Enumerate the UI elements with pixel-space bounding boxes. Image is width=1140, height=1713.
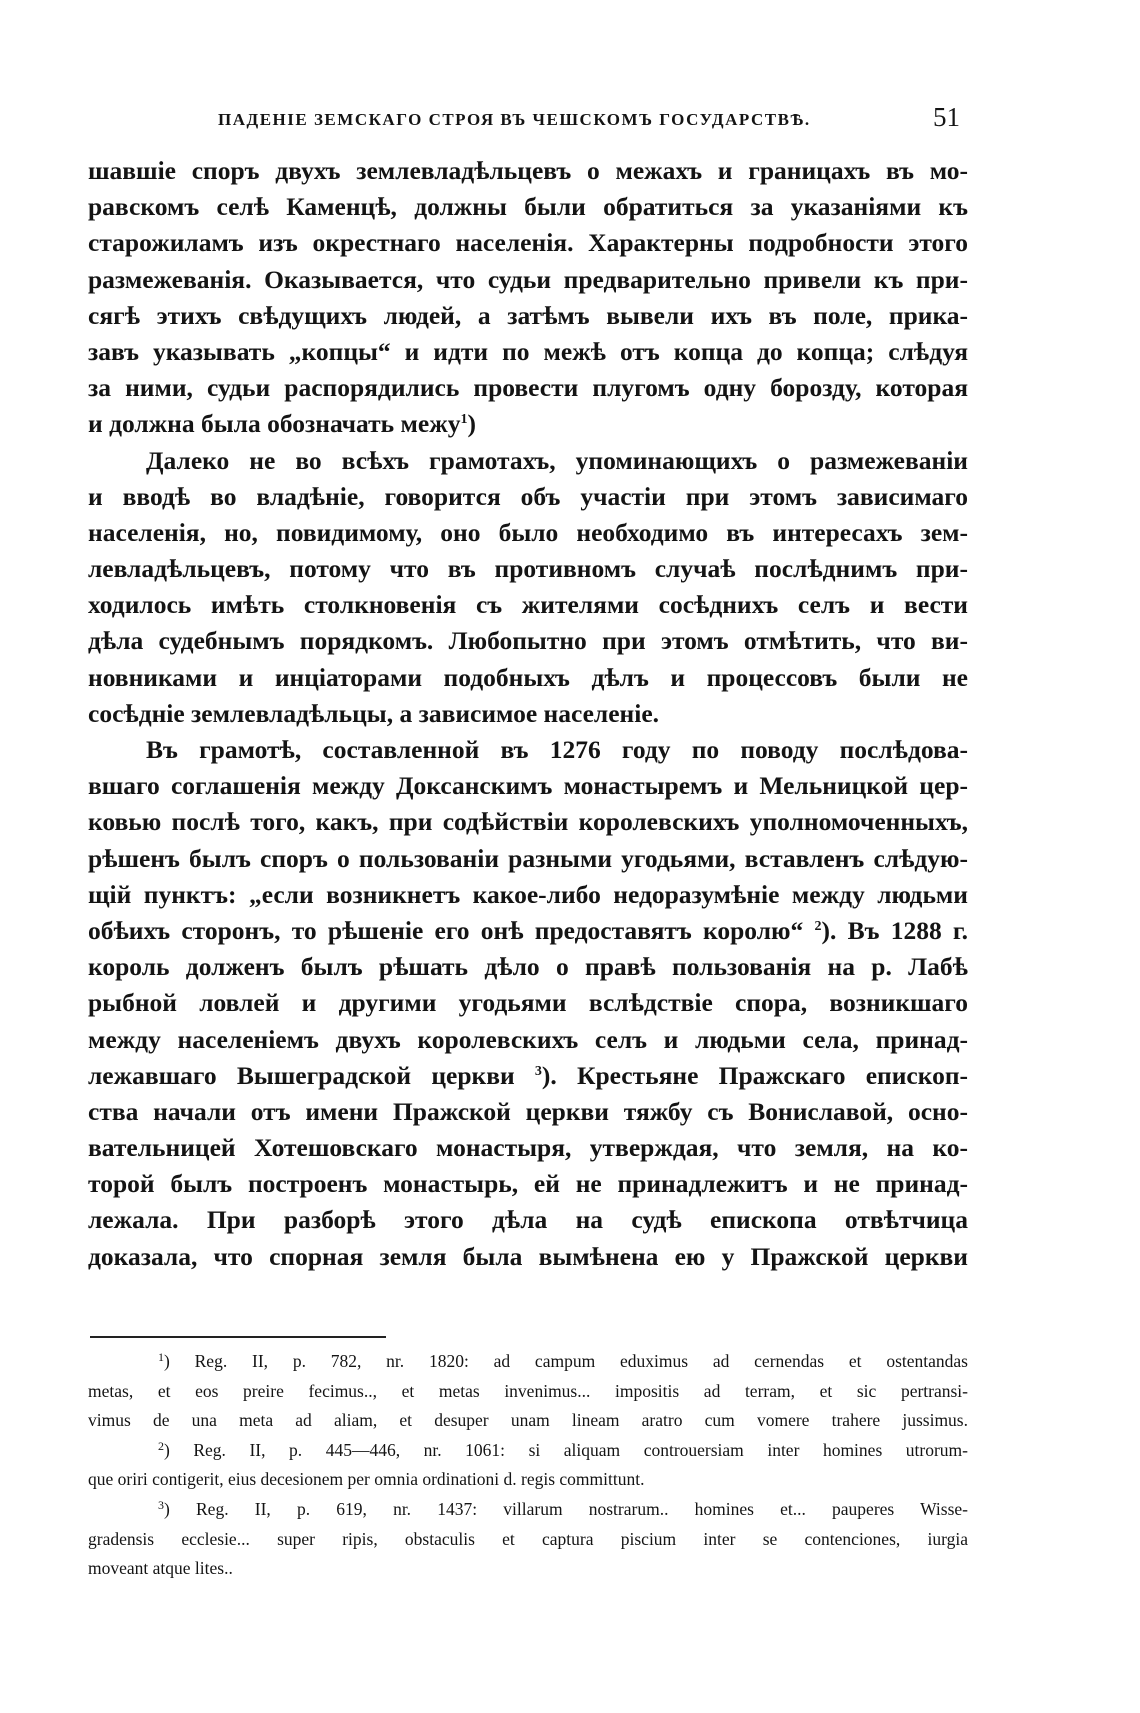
text-line: ковью послѣ того, какъ, при содѣйствіи королевскихъ уполномоченныхъ, <box>88 807 968 837</box>
main-text <box>88 153 968 1275</box>
page-header <box>90 104 960 138</box>
text-line: король долженъ былъ рѣшать дѣло о правѣ пользованія на р. Лабѣ <box>88 952 968 982</box>
text-line: населенія, но, повидимому, оно было необходимо въ интересахъ зем- <box>88 517 968 547</box>
text-line: рѣшенъ былъ споръ о пользованіи разными угодьями, вставленъ слѣдую- <box>88 843 968 873</box>
text-line: лежала. При разборѣ этого дѣла на судѣ епископа отвѣтчица <box>88 1205 968 1235</box>
footnote-line <box>88 1347 968 1377</box>
footnote-text: ) Reg. II, p. 445—446, nr. 1061: si aliquam controuersiam inter homines utrorum- <box>164 1439 968 1460</box>
text-line: рыбной ловлей и другими угодьями вслѣдствіе спора, возникшаго <box>88 988 968 1018</box>
text-line: дѣла судебнымъ порядкомъ. Любопытно при этомъ отмѣтить, что ви- <box>88 626 968 656</box>
text-fragment: ) <box>467 409 476 439</box>
text-line: и вводѣ во владѣніе, говорится объ участіи при этомъ зависимаго <box>88 481 968 511</box>
text-line: завъ указывать „копцы“ и идти по межѣ отъ копца до копца; слѣдуя <box>88 336 968 366</box>
footnote-line <box>88 1436 968 1466</box>
footnote-line: gradensis ecclesie... super ripis, obstaculis et captura piscium inter se contenciones, iurgia <box>88 1528 968 1549</box>
footnote-line: que oriri contigerit, eius decesionem per omnia ordinationi d. regis committunt. <box>88 1469 645 1490</box>
text-line: Далеко не во всѣхъ грамотахъ, упоминающихъ о размежеваніи <box>146 445 968 475</box>
text-line: левладѣльцевъ, потому что въ противномъ случаѣ послѣднимъ при- <box>88 554 968 584</box>
footnote-ref: 1 <box>460 412 468 428</box>
text-fragment: ). Крестьяне Пражскаго епископ- <box>541 1060 969 1090</box>
text-line: размежеванія. Оказывается, что судьи предварительно привели къ при- <box>88 264 968 294</box>
text-line: вательницей Хотешовскаго монастыря, утверждая, что земля, на ко- <box>88 1133 968 1163</box>
text-line <box>88 406 968 442</box>
footnote-line: vimus de una meta ad aliam, et desuper unam lineam aratro cum vomere trahere jussimus. <box>88 1410 968 1431</box>
text-line: доказала, что спорная земля была вымѣнена ею у Пражской церкви <box>88 1241 968 1271</box>
text-line <box>88 913 968 949</box>
text-line: сосѣдніе землевладѣльцы, а зависимое населеніе. <box>88 698 660 728</box>
text-line: ства начали отъ имени Пражской церкви тяжбу съ Вониславой, осно- <box>88 1096 968 1126</box>
footnote-ref: 3 <box>534 1063 542 1079</box>
footnote-line: moveant atque lites.. <box>88 1558 233 1579</box>
footnote-divider <box>90 1336 386 1338</box>
footnote-number: 1 <box>158 1350 164 1364</box>
text-line: шавшіе споръ двухъ землевладѣльцевъ о межахъ и границахъ въ мо- <box>88 156 968 185</box>
text-line: за ними, судьи распорядились провести плугомъ одну борозду, которая <box>88 373 968 403</box>
text-fragment: ). Въ 1288 г. <box>821 915 969 945</box>
text-fragment: и должна была обозначать межу <box>88 409 461 439</box>
footnotes <box>88 1347 968 1584</box>
text-line: между населеніемъ двухъ королевскихъ селъ и людьми села, принад- <box>88 1024 968 1054</box>
text-line: Въ грамотѣ, составленной въ 1276 году по поводу послѣдова- <box>146 735 968 764</box>
text-line: щій пунктъ: „если возникнетъ какое-либо недоразумѣніе между людьми <box>88 879 968 909</box>
text-line: новниками и инціаторами подобныхъ дѣлъ и процессовъ были не <box>88 662 968 692</box>
footnote-line <box>88 1495 968 1525</box>
text-line: сягѣ этихъ свѣдущихъ людей, а затѣмъ вывели ихъ въ поле, прика- <box>88 300 968 330</box>
text-line: вшаго соглашенія между Доксанскимъ монастыремъ и Мельницкой цер- <box>88 771 968 801</box>
running-title: ПАДЕНІЕ ЗЕМСКАГО СТРОЯ ВЪ ЧЕШСКОМЪ ГОСУДАРСТВѢ. <box>218 110 811 129</box>
footnote-ref: 2 <box>814 918 822 934</box>
text-fragment: обѣихъ сторонъ, то рѣшеніе его онѣ предоставятъ королю“ <box>88 915 804 945</box>
text-line: старожиламъ изъ окрестнаго населенія. Характерны подробности этого <box>88 228 968 258</box>
text-line: торой былъ построенъ монастырь, ей не принадлежитъ и не принад- <box>88 1169 968 1199</box>
text-line: ходилось имѣть столкновенія съ жителями сосѣднихъ селъ и вести <box>88 590 968 620</box>
text-line: равскомъ селѣ Каменцѣ, должны были обратиться за указаніями къ <box>88 192 968 222</box>
page-number: 51 <box>933 102 960 132</box>
footnote-line: metas, et eos preire fecimus.., et metas invenimus... impositis ad terram, et sic pertransi- <box>88 1380 968 1401</box>
footnote-number: 2 <box>158 1438 164 1453</box>
footnote-number: 3 <box>158 1497 164 1512</box>
footnote-text: ) Reg. II, p. 619, nr. 1437: villarum nostrarum.. homines et... pauperes Wisse- <box>164 1498 968 1519</box>
text-fragment: лежавшаго Вышеградской церкви <box>88 1060 515 1090</box>
footnote-text: ) Reg. II, p. 782, nr. 1820: ad campum eduximus ad cernendas et ostentandas <box>164 1351 968 1371</box>
text-line <box>88 1058 968 1094</box>
